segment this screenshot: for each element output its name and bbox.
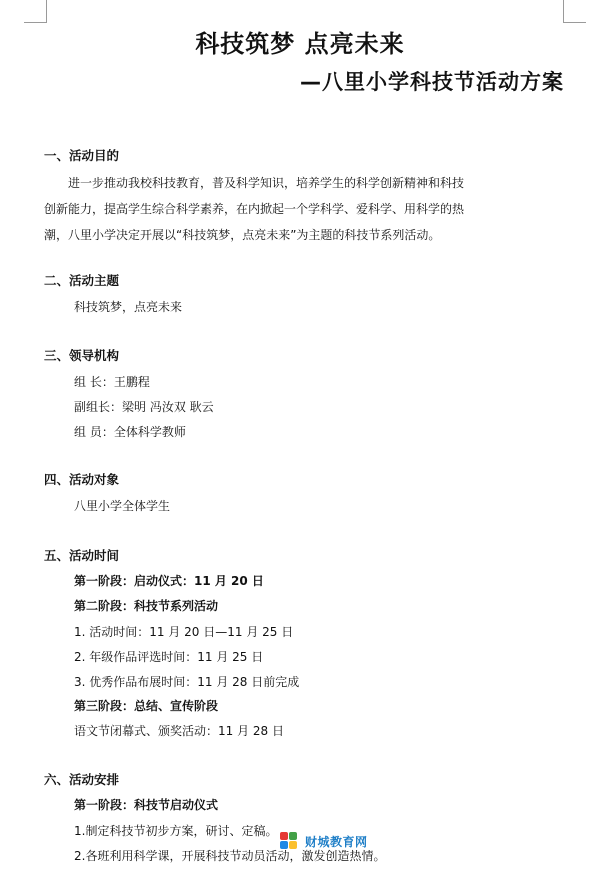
theme-text: 科技筑梦，点亮未来	[74, 300, 183, 314]
section-heading-arrangement: 六、活动安排	[44, 772, 120, 787]
time-stage-2: 第二阶段：科技节系列活动	[74, 599, 219, 613]
member-row: 组 员：全体科学教师	[74, 425, 186, 439]
deputy-leader-row: 副组长：梁明 冯汝双 耿云	[74, 400, 214, 414]
section-heading-leadership: 三、领导机构	[44, 348, 120, 363]
section-heading-purpose: 一、活动目的	[44, 148, 120, 163]
time-stage-3-text: 语文节闭幕式、颁奖活动：11 月 28 日	[74, 724, 284, 738]
time-stage-3: 第三阶段：总结、宣传阶段	[74, 699, 219, 713]
target-text: 八里小学全体学生	[74, 499, 171, 513]
time-item-3: 3. 优秀作品布展时间：11 月 28 日前完成	[74, 675, 300, 689]
watermark-books-icon	[280, 832, 302, 850]
purpose-line-2: 创新能力，提高学生综合科学素养，在内掀起一个学科学、爱科学、用科学的热	[44, 202, 465, 216]
time-stage-1: 第一阶段：启动仪式：11 月 20 日	[74, 574, 264, 588]
page-corner-mark-right	[563, 0, 586, 23]
section-heading-theme: 二、活动主题	[44, 273, 120, 288]
document-title: 科技筑梦 点亮未来	[195, 30, 405, 58]
watermark-logo	[280, 829, 400, 853]
arrangement-item-2: 2.各班利用科学课，开展科技节动员活动，激发创造热情。	[74, 849, 386, 863]
document-subtitle: —八里小学科技节活动方案	[300, 70, 564, 94]
time-item-2: 2. 年级作品评选时间：11 月 25 日	[74, 650, 264, 664]
time-item-1: 1. 活动时间：11 月 20 日—11 月 25 日	[74, 625, 294, 639]
purpose-paragraph	[44, 170, 564, 248]
section-heading-target: 四、活动对象	[44, 472, 120, 487]
purpose-line-1: 进一步推动我校科技教育，普及科学知识，培养学生的科学创新精神和科技	[68, 176, 465, 190]
watermark-text: 财城教育网	[305, 834, 368, 849]
purpose-line-3: 潮，八里小学决定开展以“科技筑梦，点亮未来”为主题的科技节系列活动。	[44, 228, 441, 242]
arrangement-stage-1: 第一阶段：科技节启动仪式	[74, 798, 219, 812]
arrangement-item-1: 1.制定科技节初步方案，研讨、定稿。	[74, 824, 278, 838]
page-corner-mark-left	[24, 0, 47, 23]
leader-row: 组 长：王鹏程	[74, 375, 150, 389]
section-heading-time: 五、活动时间	[44, 548, 120, 563]
